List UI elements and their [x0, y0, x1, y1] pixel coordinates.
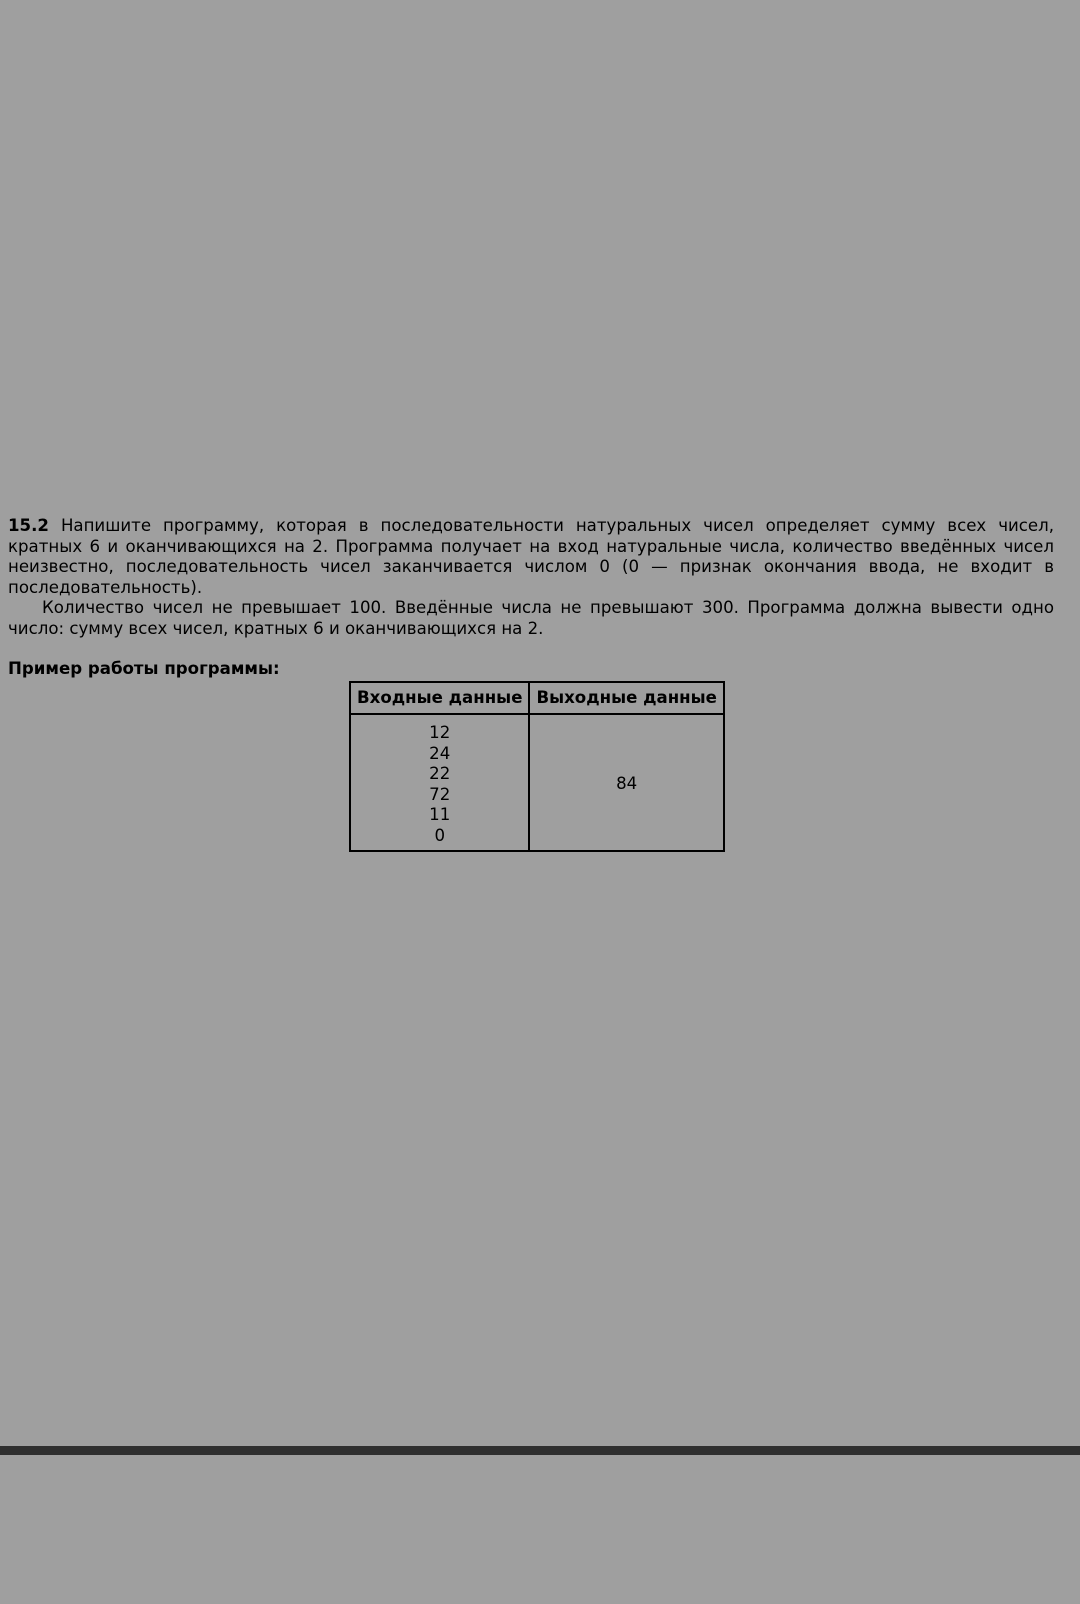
- output-data-cell: 84: [529, 714, 723, 851]
- input-value: 22: [429, 764, 451, 783]
- task-statement: Напишите программу, которая в последовательности натуральных чисел определяет сумму всех чисел, кратных 6 и оканчивающихся на 2. Программа получает на вход натуральные числа, количество введённых чисел неизвестно, последовательность чисел заканчивается числом 0 (0 — признак окончания ввода, не входит в последовательность).: [8, 516, 1054, 597]
- input-value: 0: [434, 825, 445, 845]
- task-paragraph-1: [8, 516, 1054, 598]
- table-row: [350, 714, 724, 851]
- task-document: [8, 516, 1054, 680]
- input-value: 11: [429, 805, 451, 824]
- input-data-cell: [350, 714, 529, 851]
- input-value: 24: [429, 743, 451, 763]
- input-value: 12: [429, 723, 451, 742]
- input-column-header: Входные данные: [350, 682, 529, 714]
- task-paragraph-2: Количество чисел не превышает 100. Введённые числа не превышают 300. Программа должна вывести одно число: сумму всех чисел, кратных 6 и оканчивающихся на 2.: [8, 598, 1054, 638]
- output-column-header: Выходные данные: [529, 682, 723, 714]
- bottom-divider-bar: [0, 1446, 1080, 1455]
- example-table: [349, 681, 725, 852]
- input-value: 72: [429, 784, 451, 804]
- example-heading: Пример работы программы:: [8, 659, 280, 678]
- table-header-row: [350, 682, 724, 714]
- task-number: 15.2: [8, 516, 49, 535]
